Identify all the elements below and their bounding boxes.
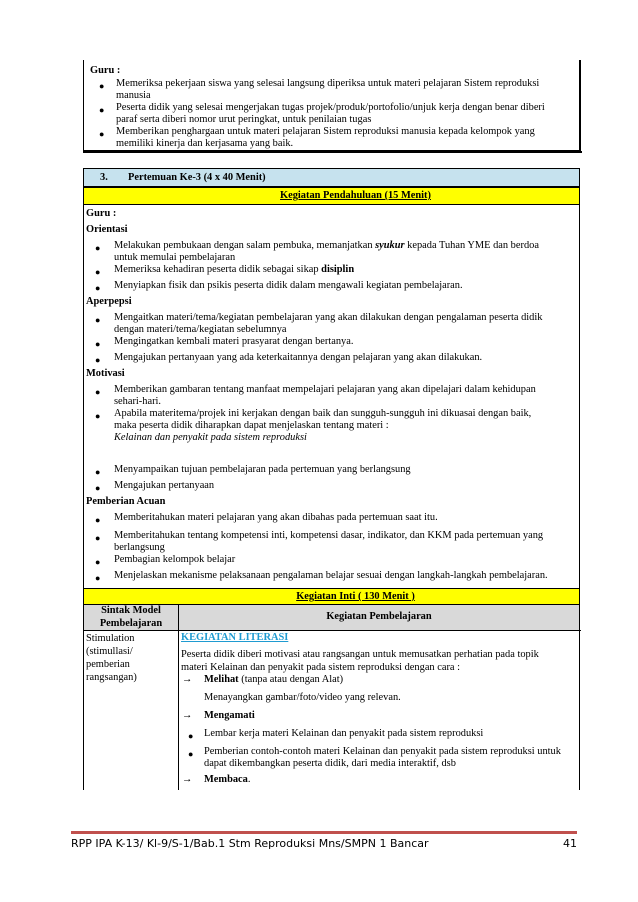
motivasi-item-2-cont: maka peserta didik diharapkan dapat menjelaskan tentang materi : — [114, 420, 389, 431]
table-header — [84, 605, 579, 630]
arrow-icon: → — [182, 674, 193, 685]
bullet-icon: ● — [95, 557, 101, 567]
arrow-icon: → — [182, 774, 193, 785]
acuan-item-1: Memberitahukan materi pelajaran yang akan dibahas pada pertemuan saat itu. — [114, 512, 438, 523]
bullet-icon: ● — [99, 81, 105, 91]
meeting-header — [83, 168, 580, 187]
list-item: Memberikan penghargaan untuk materi pelajaran Sistem reproduksi manusia kepada kelompok yang — [116, 126, 535, 137]
bullet-icon: ● — [95, 339, 101, 349]
closing-guru-box — [83, 60, 580, 151]
bullet-icon: ● — [188, 749, 194, 759]
col-kegiatan-header: Kegiatan Pembelajaran — [326, 611, 432, 622]
motivasi-item-3: Menyampaikan tujuan pembelajaran pada pertemuan yang berlangsung — [114, 464, 411, 475]
orientasi-item-1-cont: untuk memulai pembelajaran — [114, 252, 236, 263]
acuan-item-4: Menjelaskan mekanisme pelaksanaan pengalaman belajar sesuai dengan langkah-langkah pembelajaran. — [114, 570, 548, 581]
list-item-cont: paraf serta diberi nomor urut peringkat, untuk penilaian tugas — [116, 114, 372, 125]
page-footer — [71, 838, 577, 851]
acuan-item-2-cont: berlangsung — [114, 542, 165, 553]
orientasi-item-3: Menyiapkan fisik dan psikis peserta didik dalam mengawali kegiatan pembelajaran. — [114, 280, 463, 291]
meeting-3-section — [83, 168, 580, 790]
literasi-desc: Peserta didik diberi motivasi atau rangsangan untuk memusatkan perhatian pada topik — [181, 649, 539, 660]
acuan-item-3: Pembagian kelompok belajar — [114, 554, 236, 565]
footer-title: RPP IPA K-13/ Kl-9/S-1/Bab.1 Stm Reproduksi Mns/SMPN 1 Bancar — [71, 837, 429, 850]
list-item-cont: memiliki kinerja dan kerjasama yang baik. — [116, 138, 294, 149]
motivasi-item-1-cont: sehari-hari. — [114, 396, 162, 407]
aperpepsi-item-1-cont: dengan materi/tema/kegiatan sebelumnya — [114, 324, 287, 335]
pendahuluan-header — [83, 187, 580, 205]
motivasi-topic: Kelainan dan penyakit pada sistem reproduksi — [114, 432, 307, 443]
orientasi-item-2: Memeriksa kehadiran peserta didik sebagai sikap disiplin — [114, 264, 355, 275]
list-item-cont: manusia — [116, 90, 151, 101]
contoh-item: Pemberian contoh-contoh materi Kelainan dan penyakit pada sistem reproduksi untuk — [204, 746, 561, 757]
literasi-heading: KEGIATAN LITERASI — [181, 632, 289, 643]
inti-header — [83, 588, 580, 605]
list-item: Memeriksa pekerjaan siswa yang selesai langsung diperiksa untuk materi pelajaran Sistem reproduksi — [116, 78, 540, 89]
pendahuluan-title: Kegiatan Pendahuluan (15 Menit) — [280, 190, 431, 201]
acuan-item-2: Memberitahukan tentang kompetensi inti, kompetensi dasar, indikator, dan KKM pada pertemuan yang — [114, 530, 544, 541]
bullet-icon: ● — [95, 387, 101, 397]
bullet-icon: ● — [95, 573, 101, 583]
membaca-step: Membaca. — [204, 774, 251, 785]
aperpepsi-item-1: Mengaitkan materi/tema/kegiatan pembelajaran yang akan dilakukan dengan pengalaman peserta didik — [114, 312, 543, 323]
orientasi-heading: Orientasi — [86, 224, 128, 235]
motivasi-heading: Motivasi — [86, 368, 125, 379]
motivasi-item-2: Apabila materitema/projek ini kerjakan dengan baik dan sungguh-sungguh ini dikuasai dengan baik, — [114, 408, 532, 419]
lembar-item: Lembar kerja materi Kelainan dan penyakit pada sistem reproduksi — [204, 728, 484, 739]
acuan-heading: Pemberian Acuan — [86, 496, 166, 507]
aperpepsi-item-3: Mengajukan pertanyaan yang ada keterkaitannya dengan pelajaran yang akan dilakukan. — [114, 352, 483, 363]
bullet-icon: ● — [95, 411, 101, 421]
arrow-icon: → — [182, 710, 193, 721]
bullet-icon: ● — [95, 315, 101, 325]
bullet-icon: ● — [95, 533, 101, 543]
guru-label: Guru : — [86, 208, 117, 219]
aperpepsi-item-2: Mengingatkan kembali materi prasyarat dengan bertanya. — [114, 336, 354, 347]
guru-label: Guru : — [90, 65, 121, 76]
motivasi-item-1: Memberikan gambaran tentang manfaat mempelajari pelajaran yang akan dipelajari dalam kehidupan — [114, 384, 536, 395]
bullet-icon: ● — [95, 483, 101, 493]
bullet-icon: ● — [99, 105, 105, 115]
contoh-item-cont: dapat dikembangkan peserta didik, dari media interaktif, dsb — [204, 758, 456, 769]
orientasi-item-1: Melakukan pembukaan dengan salam pembuka, memanjatkan syukur kepada Tuhan YME dan berdoa — [114, 240, 539, 251]
meeting-number: 3. — [100, 172, 108, 183]
list-item: Peserta didik yang selesai mengerjakan tugas projek/produk/portofolio/unjuk kerja dengan benar diberi — [116, 102, 545, 113]
bullet-icon: ● — [95, 515, 101, 525]
bullet-icon: ● — [95, 243, 101, 253]
aperpepsi-heading: Aperpepsi — [86, 296, 132, 307]
bullet-icon: ● — [99, 129, 105, 139]
bullet-icon: ● — [188, 731, 194, 741]
meeting-title: Pertemuan Ke-3 (4 x 40 Menit) — [128, 172, 266, 183]
bullet-icon: ● — [95, 467, 101, 477]
literasi-desc-cont: materi Kelainan dan penyakit pada sistem reproduksi dengan cara : — [181, 662, 460, 673]
col-sintak-header: Sintak Model Pembelajaran — [99, 605, 163, 629]
stimulation-label: Stimulation (stimullasi/ pemberian rangsangan) — [86, 633, 137, 683]
motivasi-item-4: Mengajukan pertanyaan — [114, 480, 215, 491]
bullet-icon: ● — [95, 267, 101, 277]
inti-title: Kegiatan Inti ( 130 Menit ) — [296, 591, 415, 602]
bullet-icon: ● — [95, 283, 101, 293]
mengamati-step: Mengamati — [204, 710, 255, 721]
melihat-step: Melihat (tanpa atau dengan Alat) — [204, 674, 344, 685]
menayangkan-text: Menayangkan gambar/foto/video yang relevan. — [204, 692, 401, 703]
footer-rule — [71, 831, 577, 834]
bullet-icon: ● — [95, 355, 101, 365]
page-number: 41 — [563, 837, 577, 850]
